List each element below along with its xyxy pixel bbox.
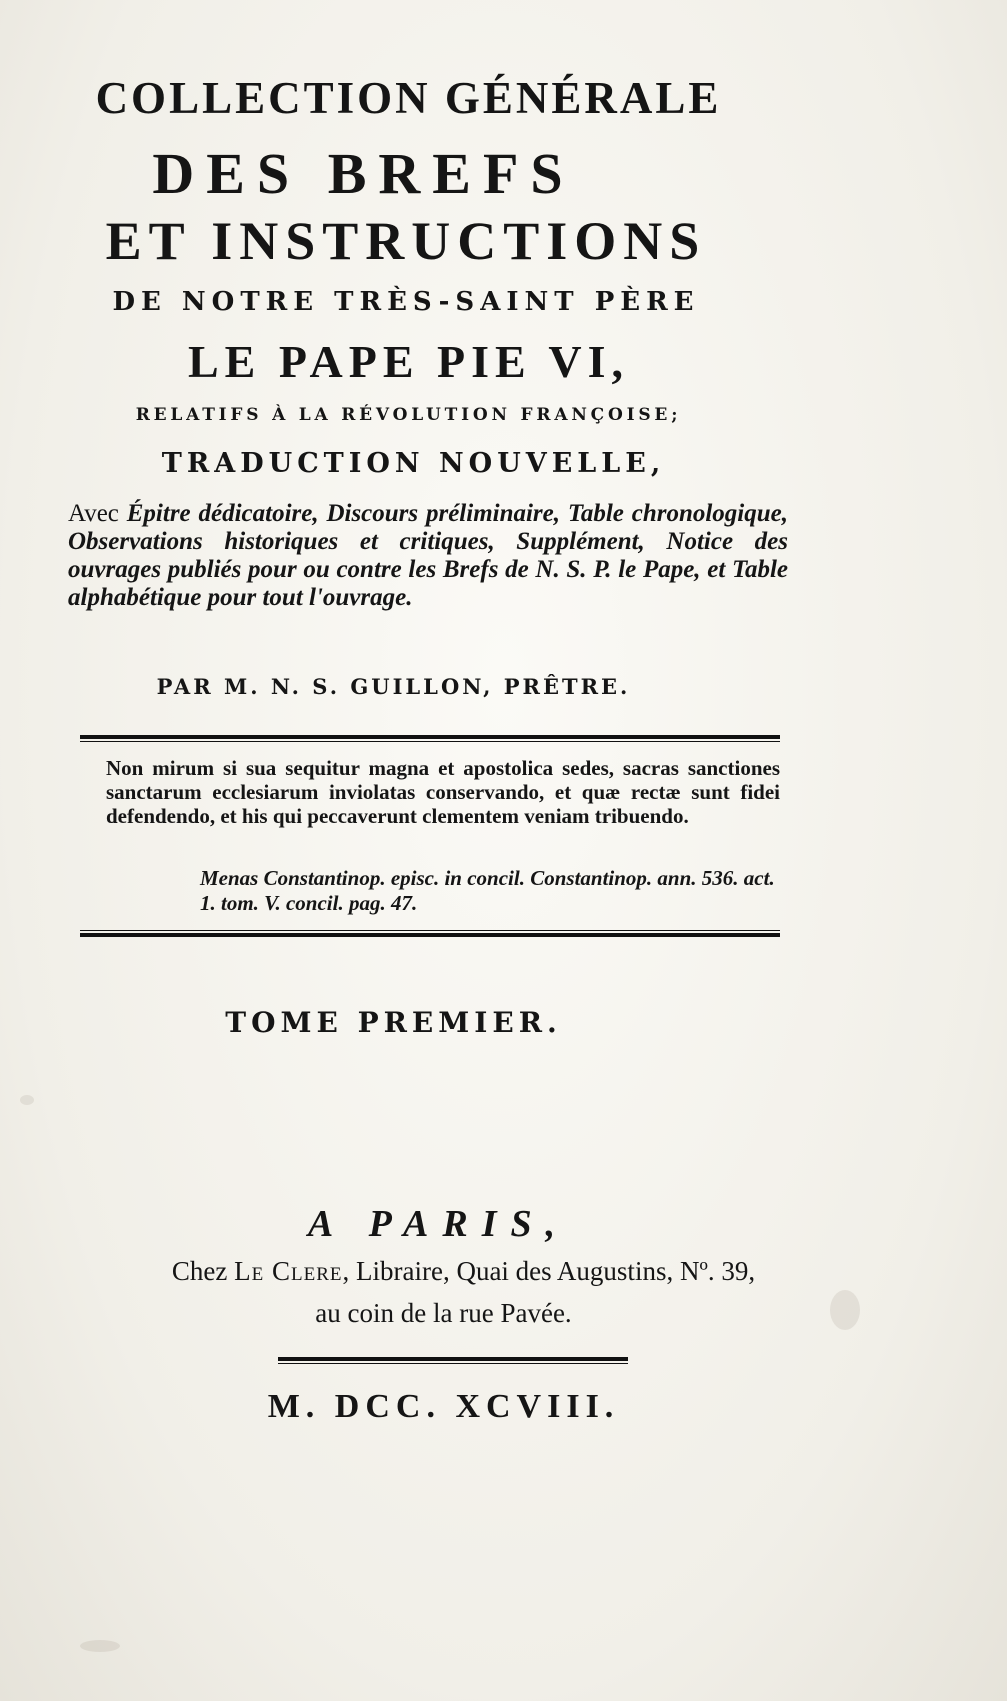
epigraph-citation: Menas Constantinop. episc. in concil. Constantinop. ann. 536. act. 1. tom. V. concil. pag. 47. [200,866,775,915]
title-line-revolution: RELATIFS À LA RÉVOLUTION FRANÇOISE; [135,405,682,425]
imprint-date: M. DCC. XCVIII. [267,1388,620,1425]
double-rule-top [80,735,780,739]
imprint-place: A PARIS, [307,1203,570,1245]
volume-line: TOME PREMIER. [225,1006,562,1039]
author-line: PAR M. N. S. GUILLON, PRÊTRE. [156,674,631,699]
publisher-name: Le Clere [234,1256,343,1286]
title-line-saint-pere: DE NOTRE TRÈS-SAINT PÈRE [112,287,700,317]
title-line-pape: LE PAPE PIE VI, [187,336,630,387]
title-line-brefs: DES BREFS [152,141,575,206]
imprint-rule [278,1357,628,1361]
contents-description [68,500,788,612]
double-rule-bottom [80,933,780,937]
publisher-rest: , Libraire, Quai des Augustins, Nº. 39, [342,1256,756,1286]
desc-avec: Avec [68,500,127,527]
title-line-traduction: TRADUCTION NOUVELLE, [161,448,666,479]
title-line-instructions: ET INSTRUCTIONS [105,211,707,271]
imprint-rule-thin [278,1363,628,1364]
epigraph-text: Non mirum si sua sequitur magna et apostolica sedes, sacras sanctiones sanctarum ecclesiarum inviolatas conservando, et quæ rectæ sunt fidei defendendo, et his qui peccaverunt clementem veniam tribuendo. [106,756,780,828]
paper-stain [830,1290,860,1330]
double-rule-top-thin [80,741,780,742]
imprint-address: au coin de la rue Pavée. [315,1298,572,1328]
epigraph [100,756,780,828]
ink-speck [20,1095,34,1105]
double-rule-bottom-thin [80,930,780,931]
imprint-publisher [60,1256,867,1287]
title-line-collection: COLLECTION GÉNÉRALE [95,73,722,123]
publisher-prefix: Chez [171,1256,235,1286]
paper-stain [80,1640,120,1652]
desc-contents: Épitre dédicatoire, Discours préliminaire, Table chronologique, Observations historiques et critiques, Supplément, Notice des ouvrages publiés pour ou contre les Brefs de N. S. P. le Pape, et Table alphabétique pour tout l'ouvrage. [68,500,788,611]
